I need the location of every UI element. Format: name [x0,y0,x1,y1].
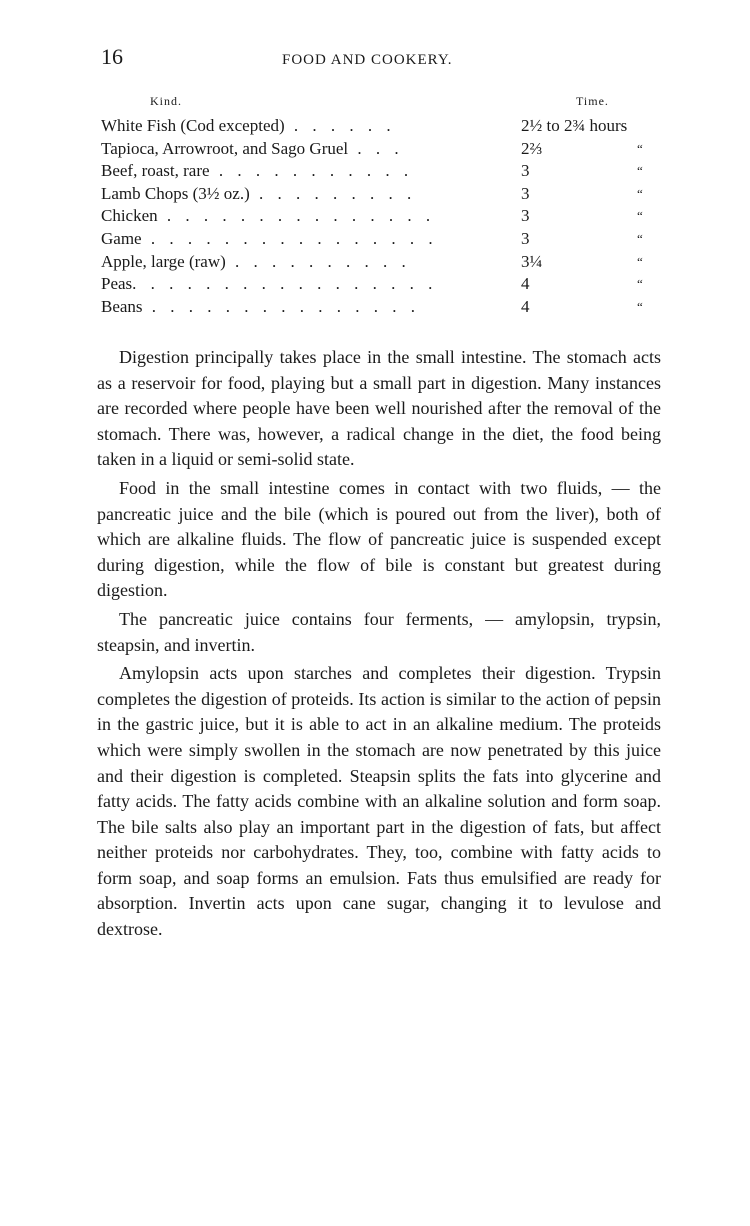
food-kind: Chicken . . . . . . . . . . . . . . . [101,206,436,226]
table-row [101,183,671,206]
food-kind: Tapioca, Arrowroot, and Sago Gruel . . . [101,138,404,158]
food-kind: White Fish (Cod excepted) . . . . . . [101,116,396,135]
food-kind: Beans . . . . . . . . . . . . . . . [101,296,421,316]
food-kind: Peas. . . . . . . . . . . . . . . . . [101,274,438,294]
table-row [101,160,671,183]
running-title: FOOD AND COOKERY. [282,52,453,68]
table-row [101,228,671,251]
food-kind: Lamb Chops (3½ oz.) . . . . . . . . . [101,183,417,203]
ditto-mark: “ [637,253,643,269]
digestion-time: 4 [521,296,530,316]
ditto-mark: “ [637,140,643,156]
table-row [101,205,671,228]
table-row [101,138,671,161]
digestion-time: 4 [521,274,530,294]
table-row [101,273,671,296]
table-row [101,296,671,319]
food-kind: Game . . . . . . . . . . . . . . . . [101,228,438,248]
table-row [101,251,671,274]
digestion-time: 3 [521,228,530,248]
paragraph: The pancreatic juice contains four ferments, — amylopsin, trypsin, steapsin, and invertin. [97,608,661,655]
ditto-mark: “ [637,163,643,179]
food-kind: Apple, large (raw) . . . . . . . . . . [101,251,411,271]
ditto-mark: “ [637,185,643,201]
ditto-mark: “ [637,230,643,246]
ditto-mark: “ [637,276,643,292]
ditto-mark: “ [637,298,643,314]
page-number: 16 [101,44,123,69]
paragraph: Food in the small intestine comes in contact with two fluids, — the pancreatic juice and the bile (which is poured out from the liver), both of which are alkaline fluids. The flow of pancreatic juice is suspended except during digestion, while the flow of bile is constant but greatest during digestion. [97,477,661,601]
food-kind: Beef, roast, rare . . . . . . . . . . . [101,161,414,181]
digestion-time: 3 [521,161,530,181]
table-row [101,115,671,138]
paragraph: Digestion principally takes place in the small intestine. The stomach acts as a reservoir for food, playing but a small part in digestion. Many instances are recorded where people have been well nourished after the removal of the stomach. There was, however, a radical change in the diet, the food being taken in a liquid or semi-solid state. [97,347,661,470]
digestion-time: 3 [521,206,530,226]
ditto-mark: “ [637,208,643,224]
digestion-time: 3¼ [521,251,543,271]
kind-column-heading: Kind. [150,94,182,108]
body-text [97,345,661,946]
time-column-heading: Time. [576,94,609,108]
digestion-time-table [101,115,671,318]
digestion-time: 2½ to 2¾ hours [521,116,628,135]
digestion-time: 3 [521,183,530,203]
paragraph: Amylopsin acts upon starches and completes their digestion. Trypsin completes the digestion of proteids. Its action is similar to the action of pepsin in the gastric juice, but it is able to act in an alkaline medium. The proteids which were simply swollen in the stomach are now penetrated by this juice and their digestion is completed. Steapsin splits the fats into glycerine and fatty acids. The fatty acids combine with an alkaline solution and form soap. The bile salts also play an important part in the digestion of fats, but affect neither proteids nor carbohydrates. They, too, combine with fatty acids to form soap, and soap forms an emulsion. Fats thus emulsified are ready for absorption. Invertin acts upon cane sugar, changing it to levulose and dextrose. [97,663,661,940]
digestion-time: 2⅔ [521,138,543,158]
